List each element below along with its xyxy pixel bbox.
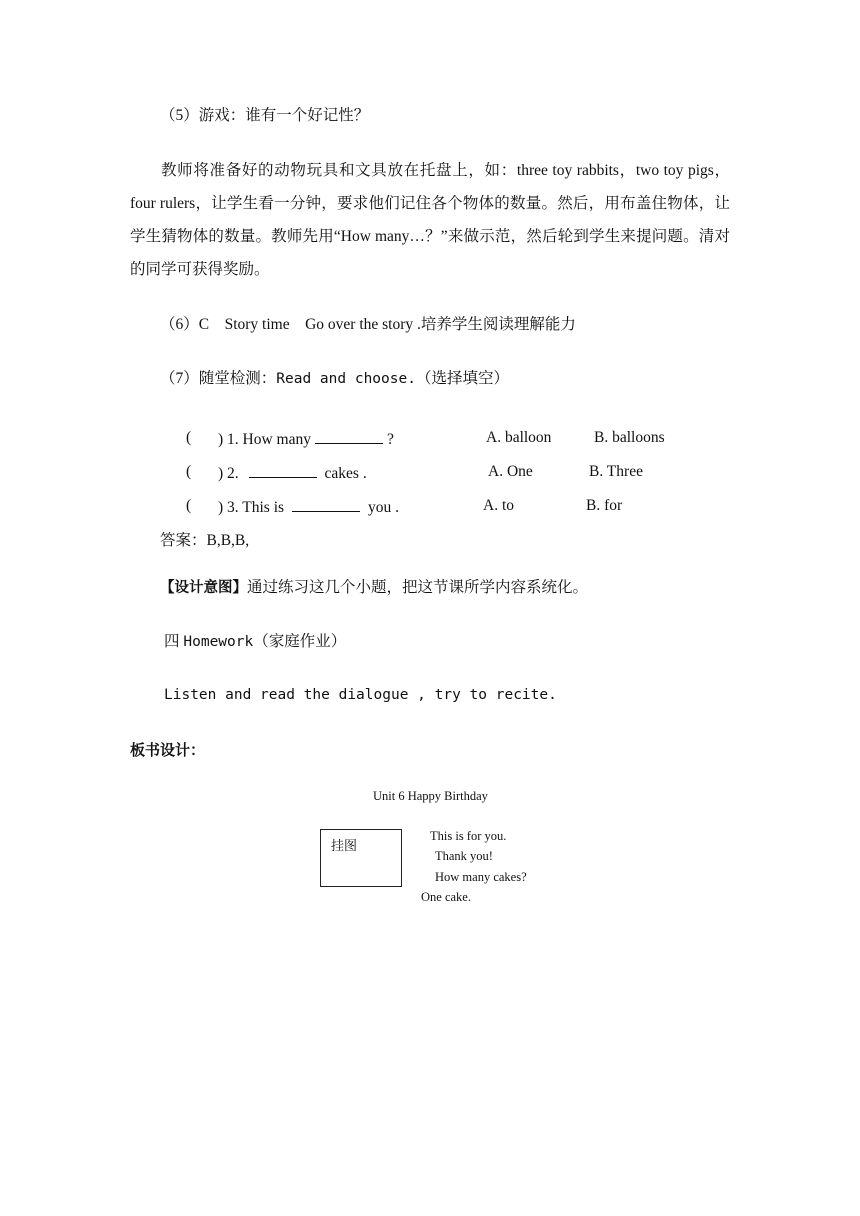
hanging-picture-box (320, 829, 402, 887)
answer-blank (315, 429, 383, 444)
question-open-paren: ( (186, 497, 192, 514)
question-before: How many (242, 431, 311, 448)
question-close-paren: ) (218, 499, 224, 516)
section-5-paragraph: 教师将准备好的动物玩具和文具放在托盘上，如：three toy rabbits，two toy pigs，four rulers，让学生看一分钟，要求他们记住各个物体的数量。然后，用布盖住物体，让学生猜物体的数量。教师先用“How many…？”来做示范，然后轮到学生来提问题。清对的同学可获得奖励。 (130, 162, 730, 278)
board-line: How many cakes? (435, 870, 527, 884)
section-7-heading-cn1: （7）随堂检测： (160, 370, 277, 387)
board-design-title: 板书设计： (130, 741, 206, 759)
question-text (218, 463, 367, 483)
option-a: A. balloon (486, 429, 552, 446)
option-b: B. for (586, 497, 623, 514)
homework-heading-cn2: （家庭作业） (253, 633, 347, 650)
question-open-paren: ( (186, 463, 192, 480)
question-number: 3. (227, 499, 239, 516)
hanging-picture-label: 挂图 (331, 839, 358, 854)
design-intent-text: 通过练习这几个小题，把这节课所学内容系统化。 (247, 579, 589, 596)
question-open-paren: ( (186, 429, 192, 446)
option-b: B. Three (589, 463, 643, 480)
question-number: 2. (227, 465, 239, 482)
answer-blank (292, 497, 360, 512)
question-after: cakes . (324, 465, 367, 482)
option-a: A. One (488, 463, 533, 480)
board-line: Thank you! (435, 849, 493, 863)
section-7-heading-cn2: （选择填空） (415, 370, 509, 387)
question-before: This is (242, 499, 285, 516)
question-after: you . (367, 499, 399, 516)
question-after: ? (387, 431, 394, 448)
board-line: This is for you. (430, 829, 507, 843)
section-5-heading: （5）游戏：谁有一个好记性？ (160, 107, 370, 124)
answer-key: 答案：B,B,B, (160, 532, 250, 549)
question-text (218, 429, 394, 449)
section-6-line: （6）C Story time Go over the story .培养学生阅读理解能力 (160, 316, 576, 333)
option-b: B. balloons (594, 429, 665, 446)
question-number: 1. (227, 431, 239, 448)
answer-blank (249, 463, 317, 478)
section-7-heading-en: Read and choose. (276, 371, 416, 387)
question-close-paren: ) (218, 431, 224, 448)
option-a: A. to (483, 497, 514, 514)
board-line: One cake. (421, 890, 471, 904)
homework-heading-en: Homework (183, 634, 254, 650)
board-unit-title: Unit 6 Happy Birthday (373, 789, 488, 803)
section-7-heading (160, 362, 509, 396)
homework-heading-cn1: 四 (164, 633, 184, 650)
design-intent-label: 【设计意图】 (160, 580, 247, 596)
question-close-paren: ) (218, 465, 224, 482)
homework-heading (164, 625, 346, 659)
homework-text: Listen and read the dialogue , try to recite. (164, 687, 557, 703)
design-intent (160, 571, 588, 605)
question-text (218, 497, 399, 517)
